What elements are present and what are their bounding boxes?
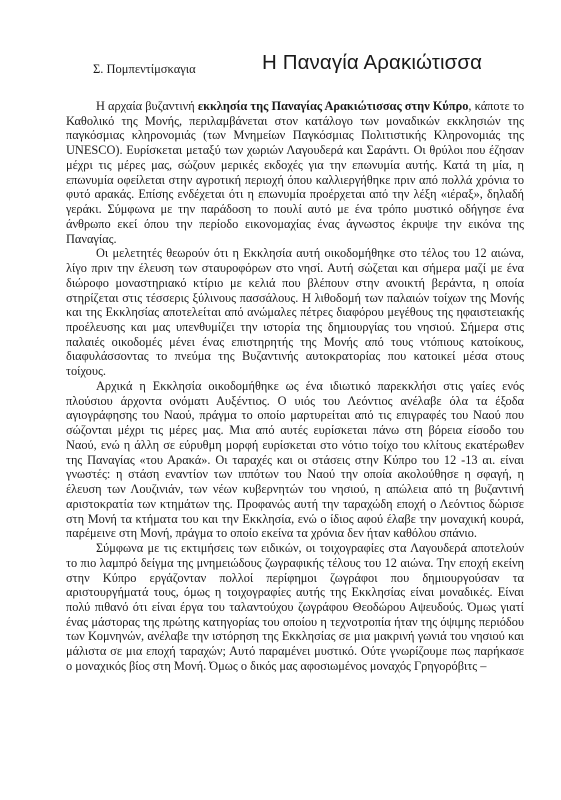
paragraph-1-bold-phrase: εκκλησία της Παναγίας Αρακιώτισσας στην Κύπρο	[197, 99, 469, 113]
paragraph-3: Αρχικά η Εκκλησία οικοδομήθηκε ως ένα ιδιωτικό παρεκκλήσι στις γαίες ενός πλούσιου άρχοντα ονόματι Αυξέντιος. Ο υιός του Λεόντιος ανέλαβε όλα τα έξοδα αγιογράφησης του Ναού, πράγμα το οποίο μαρτυρείται από τις επιγραφές του Ναού που σώζονται μέχρι τις μέρες μας. Μια από αυτές ευρίσκεται πάνω στη βόρεια είσοδο του Ναού, ενώ η άλλη σε εύρυθμη μορφή ευρίσκεται στο νότιο τοίχο του κλίτους εκατέρωθεν της Παναγίας «του Αρακά». Οι ταραχές και οι στάσεις στην Κύπρο του 12 -13 αι. είναι γνωστές: η στάση εναντίον των ιππότων του Ναού την οποία ακολούθησε η σφαγή, η έλευση των Λουζινιάν, των νέων κυβερνητών του νησιού, η απώλεια από τη βυζαντινή αριστοκρατία των κτημάτων της. Προφανώς αυτή την ταραχώδη εποχή ο Λεόντιος δώρισε στη Μονή τα κτήματα του και την Εκκλησία, ενώ ο ίδιος αφού έλαβε την μοναχική κουρά, παρέμεινε στη Μονή, πράγμα το οποίο εκείνα τα χρόνια δεν ήταν καθόλου σπάνιο.	[66, 378, 524, 541]
paragraph-1	[66, 99, 524, 246]
paragraph-1-lead: Η αρχαία βυζαντινή	[96, 99, 198, 113]
paragraph-2: Οι μελετητές θεωρούν ότι η Εκκλησία αυτή οικοδομήθηκε στο τέλος του 12 αιώνα, λίγο πριν την έλευση των σταυροφόρων στο νησί. Αυτή σώζεται και σήμερα μαζί με ένα διώροφο μοναστηριακό κτίριο με κελιά που βλέπουν στην ανοικτή βεράντα, η οποία στηρίζεται στις τέσσερις ξύλινους πασσάλους. Η λιθοδομή των παλαιών τοίχων της Μονής και της Εκκλησίας αποτελείται από ανώμαλες πέτρες διαφόρου μεγέθους της ηφαιστειακής προέλευσης και μας υπενθυμίζει την ιστορία της δημιουργίας του νησιού. Σήμερα στις παλαιές οικοδομές μένει ένας επιστηρητής της Μονής από τους ντόπιους κατοίκους, διαφυλάσσοντας το πνεύμα της Βυζαντινής αυτοκρατορίας που κατοικεί μέσα στους τοίχους.	[66, 246, 524, 379]
article-title: Η Παναγία Αρακιώτισσα	[262, 51, 483, 74]
page-header	[0, 50, 561, 80]
paragraph-1-rest: , κάποτε το Καθολικό της Μονής, περιλαμβάνεται στον κατάλογο των μοναδικών εκκλησιών της παγκόσμιας κληρονομιάς (των Μνημείων Παγκόσμιας Πολιτιστικής Κληρονομιάς της UNESCO). Ευρίσκεται μεταξύ των χωριών Λαγουδερά και Σαράντι. Οι θρύλοι που έζησαν μέχρι τις μέρες μας, σώζουν μερικές εκδοχές για την επωνυμία αυτής. Κατά τη μία, η επωνυμία οφείλεται στην αγροτική περιοχή όπου καλλιεργήθηκε πριν από πολλά χρόνια το φυτό αρακάς. Επίσης ενδέχεται ότι η επωνυμία προέρχεται από την λέξη «ιέραξ», δηλαδή γεράκι. Σύμφωνα με την παράδοση το πουλί αυτό με ένα τρόπο μυστικό οδήγησε ένα άνθρωπο εκεί όπου την περίοδο εικονομαχίας ένας άγνωστος έκρυψε την εικόνα της Παναγίας.	[66, 99, 524, 246]
paragraph-4: Σύμφωνα με τις εκτιμήσεις των ειδικών, οι τοιχογραφίες στα Λαγουδερά αποτελούν το πιο λαμπρό δείγμα της μνημειώδους ζωγραφικής τέλους του 12 αιώνα. Την εποχή εκείνη στην Κύπρο εργάζονταν πολλοί περίφημοι ζωγράφοι που δημιουργούσαν τα αριστουργήματά τους, όμως η τοιχογραφίες αυτής της Εκκλησίας είναι μοναδικές. Είναι πολύ πιθανό ότι είναι έργα του ταλαντούχου ζωγράφου Θεοδώρου Αψευδούς. Όμως γιατί ένας μάστορας της πρώτης κατηγορίας του οποίου η τεχνοτροπία ήταν της όψιμης περιόδου των Κομνηνών, ανέλαβε την ιστόρηση της Εκκλησίας σε μια μακρινή γωνιά του νησιού και μάλιστα σε μια εποχή ταραχών; Αυτό παραμένει μυστικό. Ούτε γνωρίζουμε πως παρήκασε ο μοναχικός βίος στη Μονή. Όμως ο δικός μας αφοσιωμένος μοναχός Γρηγορόβιτς –	[66, 541, 524, 673]
article-body	[66, 99, 524, 674]
author-name: Σ. Πομπεντίμσκαγια	[93, 62, 196, 76]
